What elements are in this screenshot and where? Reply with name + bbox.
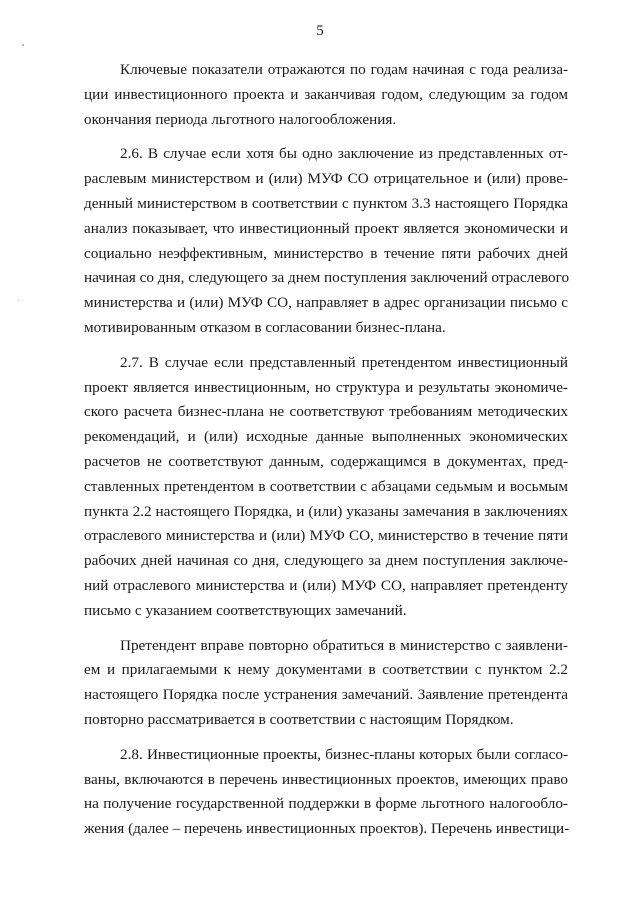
text-line: пункта 2.2 настоящего Порядка, и (или) указаны замечания в заключениях [84,502,568,520]
text-line: проект является инвестиционным, но структура и результаты экономиче- [84,378,568,396]
text-line: ний отраслевого министерства и (или) МУФ СО, направляет претенденту [84,576,568,594]
page-number: 5 [316,23,324,39]
text-line: рекомендаций, и (или) исходные данные выполненных экономических [84,428,568,446]
text-line: 2.8. Инвестиционные проекты, бизнес-планы которых были согласо- [120,745,568,763]
text-line: анализ показывает, что инвестиционный проект является экономически и [84,219,568,237]
paragraph-2-8 [84,743,568,842]
text-line: повторно рассматривается в соответствии с настоящим Порядком. [84,710,514,728]
text-line: Ключевые показатели отражаются по годам начиная с года реализа- [120,61,568,78]
scan-mark-left-2 [18,300,19,301]
text-line: ции инвестиционного проекта и заканчивая годом, следующим за годом [84,85,568,103]
text-line: мотивированным отказом в согласовании бизнес-плана. [84,318,446,336]
text-line: отраслевого министерства и (или) МУФ СО, министерство в течение пяти [84,527,568,545]
text-line: раслевым министерством и (или) МУФ СО отрицательное и (или) прове- [84,170,568,188]
scan-mark-left [22,44,24,46]
paragraph-key-indicators [84,58,568,132]
text-line: расчетов не соответствуют данным, содержащимся в документах, пред- [84,452,568,470]
text-line: ем и прилагаемыми к нему документами в соответствии с пунктом 2.2 [84,661,568,679]
text-line: ваны, включаются в перечень инвестиционных проектов, имеющих право [84,770,568,788]
text-line: настоящего Порядка после устранения замечаний. Заявление претендента [84,686,568,704]
text-line: 2.6. В случае если хотя бы одно заключение из представленных от- [120,145,568,163]
text-line: 2.7. В случае если представленный претендентом инвестиционный [120,353,568,371]
document-body [84,58,568,852]
paragraph-2-6 [84,142,568,340]
text-line: Претендент вправе повторно обратиться в министерство с заявлени- [120,636,568,654]
text-line: начиная со дня, следующего за днем поступления заключений отраслевого [84,269,570,287]
text-line: социально неэффективным, министерство в течение пяти рабочих дней [84,244,568,262]
text-line: ского расчета бизнес-плана не соответствуют требованиям методических [84,403,568,421]
paragraph-2-7 [84,351,568,624]
text-line: рабочих дней начиная со дня, следующего за днем поступления заключе- [84,552,568,570]
text-line: окончания периода льготного налогообложения. [84,110,397,128]
text-line: на получение государственной поддержки в форме льготного налогообло- [84,795,568,813]
text-line: министерства и (или) МУФ СО, направляет в адрес организации письмо с [84,294,568,312]
text-line: письмо с указанием соответствующих замечаний. [84,601,407,619]
text-line: денный министерством в соответствии с пунктом 3.3 настоящего Порядка [84,194,568,212]
text-line: жения (далее – перечень инвестиционных проектов). Перечень инвестици- [84,820,570,838]
text-line: ставленных претендентом в соответствии с абзацами седьмым и восьмым [84,477,568,495]
paragraph-applicant-reapply [84,634,568,733]
